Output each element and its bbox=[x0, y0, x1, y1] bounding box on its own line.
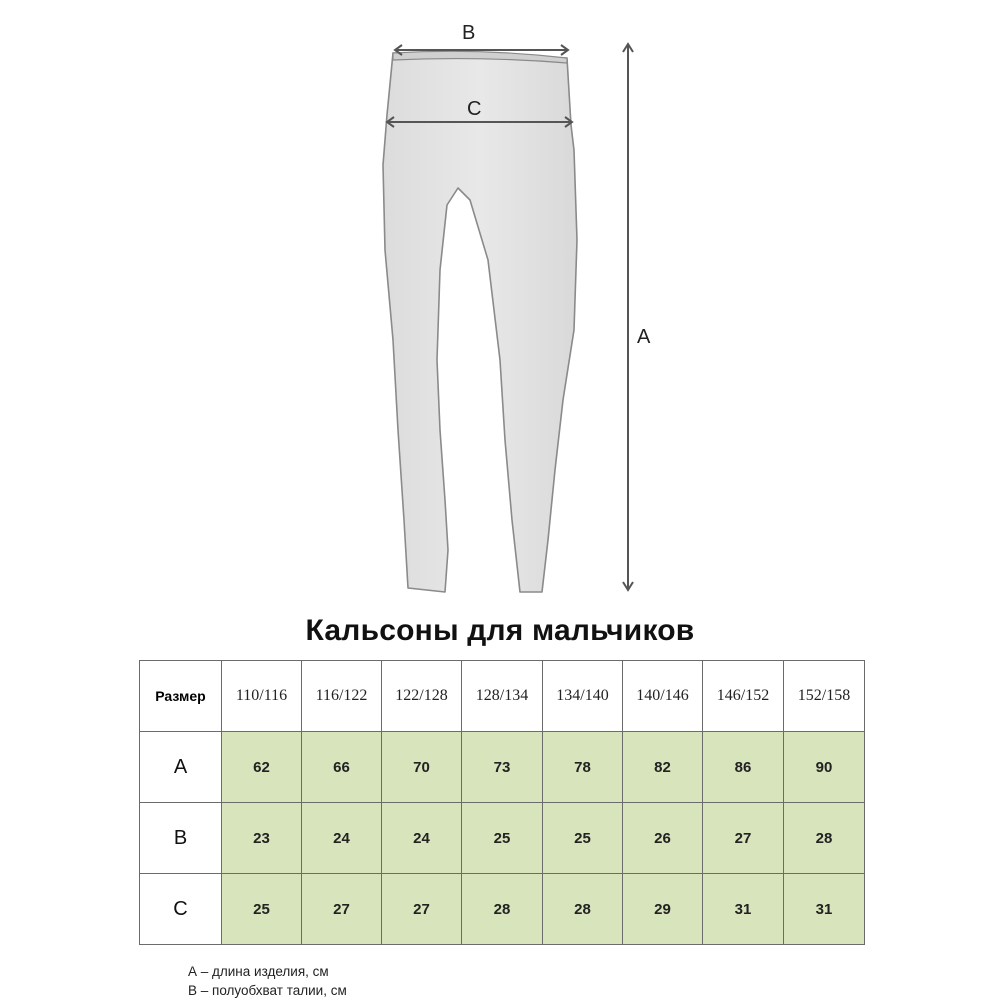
value-cell: 31 bbox=[703, 874, 784, 945]
value-cell: 25 bbox=[462, 803, 543, 874]
value-cell: 25 bbox=[222, 874, 302, 945]
dimension-a-label: A bbox=[637, 326, 651, 348]
table-row-a bbox=[140, 732, 865, 803]
legend bbox=[188, 962, 347, 1000]
value-cell: 24 bbox=[302, 803, 382, 874]
value-cell: 23 bbox=[222, 803, 302, 874]
value-cell: 31 bbox=[784, 874, 865, 945]
pants-shape bbox=[383, 53, 577, 592]
table-row-b bbox=[140, 803, 865, 874]
size-cell: 110/116 bbox=[222, 661, 302, 732]
size-cell: 128/134 bbox=[462, 661, 543, 732]
value-cell: 27 bbox=[703, 803, 784, 874]
value-cell: 24 bbox=[382, 803, 462, 874]
value-cell: 73 bbox=[462, 732, 543, 803]
page-title: Кальсоны для мальчиков bbox=[305, 614, 695, 647]
value-cell: 66 bbox=[302, 732, 382, 803]
value-cell: 25 bbox=[543, 803, 623, 874]
row-label: C bbox=[140, 874, 222, 945]
value-cell: 78 bbox=[543, 732, 623, 803]
size-table bbox=[139, 660, 865, 945]
value-cell: 28 bbox=[543, 874, 623, 945]
value-cell: 82 bbox=[623, 732, 703, 803]
size-cell: 152/158 bbox=[784, 661, 865, 732]
size-cell: 122/128 bbox=[382, 661, 462, 732]
legend-item-b: В – полуобхват талии, см bbox=[188, 983, 347, 998]
legend-item-a: А – длина изделия, см bbox=[188, 964, 329, 979]
size-cell: 134/140 bbox=[543, 661, 623, 732]
size-cell: 140/146 bbox=[623, 661, 703, 732]
row-label: A bbox=[140, 732, 222, 803]
value-cell: 28 bbox=[784, 803, 865, 874]
size-header-label: Размер bbox=[140, 661, 222, 732]
table-row-c bbox=[140, 874, 865, 945]
value-cell: 27 bbox=[302, 874, 382, 945]
value-cell: 29 bbox=[623, 874, 703, 945]
value-cell: 26 bbox=[623, 803, 703, 874]
dimension-a-arrow bbox=[623, 44, 633, 590]
dimension-c-label: C bbox=[467, 98, 482, 120]
header-row bbox=[140, 661, 865, 732]
value-cell: 28 bbox=[462, 874, 543, 945]
size-cell: 116/122 bbox=[302, 661, 382, 732]
value-cell: 62 bbox=[222, 732, 302, 803]
row-label: B bbox=[140, 803, 222, 874]
value-cell: 90 bbox=[784, 732, 865, 803]
value-cell: 86 bbox=[703, 732, 784, 803]
value-cell: 27 bbox=[382, 874, 462, 945]
dimension-b-label: B bbox=[462, 22, 476, 44]
value-cell: 70 bbox=[382, 732, 462, 803]
size-cell: 146/152 bbox=[703, 661, 784, 732]
